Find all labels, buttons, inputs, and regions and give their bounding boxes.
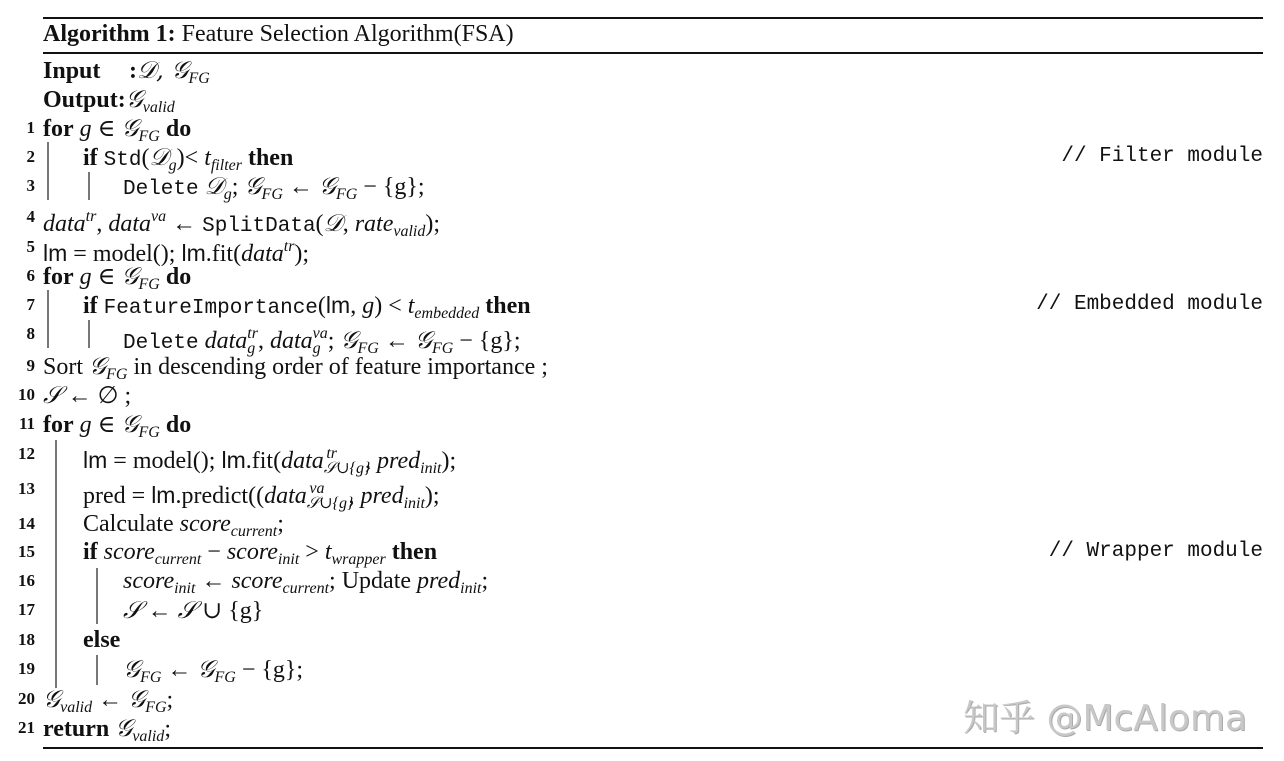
sub-init: init [174,580,196,597]
fn-featureimportance: FeatureImportance [103,297,318,320]
var-lm: lm [325,292,351,318]
sub-filter: filter [210,157,242,174]
algorithm-line-8 [26,319,1263,357]
semi: ; [231,174,245,200]
algorithm-line-5 [26,232,1263,267]
op-gt: > [299,539,325,565]
kw-if: if [83,293,98,319]
op-lt: < [388,293,408,319]
set-S: 𝒮 [43,381,62,409]
var-rate: rate [354,211,394,237]
var-g: g [79,412,92,438]
paren: ( [141,145,150,171]
comma: , [348,483,361,509]
var-lm: lm [83,447,108,473]
op-assign: ← [92,687,129,713]
op-assign: ← [61,383,98,409]
op-minus-g: − {g}; [453,328,521,354]
kw-for: for [43,264,74,290]
set-G: 𝒢 [244,172,262,200]
line-number: 18 [18,630,35,649]
var-score: score [226,539,278,565]
var-data: data [264,483,307,509]
kw-for: for [43,116,74,142]
comma: , [96,211,109,237]
comma: , [342,211,355,237]
op-minus-g: − {g}; [235,657,304,683]
var-lm: lm [43,240,68,266]
var-score: score [179,511,231,537]
comment-filter-module: // Filter module [1061,145,1263,168]
fn-std: Std [103,149,142,172]
sub-FG: FG [357,340,379,357]
sup-tr: tr [283,238,295,255]
var-t: t [204,145,211,171]
line-number: 2 [26,147,35,166]
sub-wrapper: wrapper [331,551,386,568]
line-number: 17 [18,600,35,619]
fit-call: .fit( [245,448,282,474]
var-data: data [204,328,248,354]
set-G: 𝒢 [43,685,61,713]
sub-valid: valid [60,699,93,716]
semi: ; [164,716,171,742]
line-number: 11 [18,414,35,433]
output-keyword: Output [43,87,118,113]
paren-semi: ); [425,211,441,237]
paren: ( [315,211,324,237]
var-score: score [123,568,175,594]
var-g: g [79,116,92,142]
sub-FG: FG [145,699,167,716]
input-keyword: Input [43,58,101,84]
comma: , [257,328,270,354]
op-assign: ← [141,598,178,624]
set-D: 𝒟 [149,143,169,171]
fn-delete: Delete [123,178,199,201]
sub-current: current [230,523,278,540]
algorithm-label: Algorithm 1: [43,21,176,47]
algorithm-line-15 [18,537,1263,568]
op-union-g: ∪ {g} [196,598,264,624]
paren-semi: ); [441,448,457,474]
sup-va: va [312,325,328,342]
line-number: 12 [18,444,35,463]
sub-S-union-g: 𝒮∪{g} [306,495,354,512]
semi: ; [327,328,341,354]
algorithm-line-19 [18,654,1263,686]
paren-semi: ); [424,483,440,509]
line-number: 8 [26,324,35,343]
sup-va: va [151,208,167,225]
line-number: 4 [26,207,35,226]
calculate-text: Calculate [83,511,180,537]
line-number: 1 [26,118,35,137]
kw-then: then [485,293,531,319]
sub-init: init [403,495,425,512]
op-assign: ← [378,328,415,354]
algorithm-line-9 [26,351,1263,383]
sub-FG: FG [138,424,160,441]
op-minus-g: − {g}; [357,174,425,200]
var-g: g [362,293,375,319]
sub-FG: FG [138,276,160,293]
algorithm-line-13 [18,474,1263,512]
line-number: 5 [26,237,35,256]
algorithm-caption [43,19,514,49]
set-D: 𝒟 [204,172,224,200]
comment-embedded-module: // Embedded module [1036,293,1263,316]
op-assign: ← [166,211,203,237]
semi: ; [481,568,489,594]
comment-wrapper-module: // Wrapper module [1048,540,1263,563]
sub-FG: FG [138,128,160,145]
op-in: ∈ [91,116,122,142]
line-number: 6 [26,266,35,285]
line-number: 21 [18,718,35,737]
line-number: 20 [18,689,35,708]
var-g: g [79,264,92,290]
line-number: 13 [18,479,35,498]
var-pred: pred [377,448,421,474]
line-number: 19 [18,659,35,678]
kw-then: then [247,145,294,171]
paren: ) [374,293,383,319]
algorithm-line-18 [18,625,1263,655]
update-text: ; Update [329,568,418,594]
set-G: 𝒢 [340,326,358,354]
sub-current: current [282,580,330,597]
sup-tr: tr [326,445,338,462]
set-G: 𝒢 [123,655,141,683]
op-assign: ← [282,174,319,200]
paren: ) [176,145,185,171]
fn-delete: Delete [123,332,199,355]
kw-if: if [83,539,98,565]
op-in: ∈ [91,264,122,290]
sub-g: g [312,340,321,357]
input-value: 𝒟, 𝒢 [137,56,189,84]
var-pred: pred [417,568,461,594]
algorithm-line-17 [18,595,1263,625]
sub-init: init [460,580,482,597]
var-data: data [281,448,324,474]
var-data: data [269,328,313,354]
comma: , [350,293,363,319]
algorithm-block [18,0,1263,761]
algorithm-title: Feature Selection Algorithm(FSA) [181,21,514,47]
sub-valid: valid [393,223,426,240]
set-G: 𝒢 [121,114,139,142]
sort-tail: in descending order of feature importance ; [127,354,548,380]
algorithm-line-1 [26,113,1263,145]
fit-call: .fit( [205,241,242,267]
set-G: 𝒢 [128,685,146,713]
algorithm-line-3 [26,171,1263,203]
kw-for: for [43,412,74,438]
line-number: 10 [18,385,35,404]
sub-embedded: embedded [414,305,480,322]
empty-set: ∅ [97,383,119,409]
set-G: 𝒢 [414,326,432,354]
kw-else: else [83,627,121,653]
algorithm-line-4 [26,202,1263,240]
input-sub: FG [188,70,210,87]
sub-g: g [223,186,232,203]
set-G: 𝒢 [318,172,336,200]
var-t: t [407,293,415,319]
var-lm: lm [181,240,206,266]
input-sep: : [129,58,137,84]
var-pred: pred [360,483,404,509]
semi: ; [166,687,174,713]
kw-do: do [165,412,192,438]
sub-FG: FG [106,366,128,383]
sub-g: g [247,340,256,357]
algorithm-line-2 [26,142,1263,174]
algorithm-line-14 [18,509,1263,540]
sub-valid: valid [132,728,165,745]
var-lm: lm [151,482,176,508]
comma: , [365,448,378,474]
algorithm-line-16 [18,566,1263,597]
var-data: data [241,241,284,267]
watermark: 知乎 @McAloma [963,698,1248,739]
set-S: 𝒮 [177,596,197,624]
set-G: 𝒢 [89,352,107,380]
paren: ( [317,293,326,319]
sub-FG: FG [431,340,454,357]
pred-assign: pred = [83,483,152,509]
output-value: 𝒢 [125,85,143,113]
line-number: 14 [18,514,35,533]
sub-FG: FG [261,186,283,203]
line-number: 15 [18,542,35,561]
sub-g: g [168,157,177,174]
kw-return: return [43,716,110,742]
sub-FG: FG [335,186,358,203]
algorithm-line-12 [18,439,1263,477]
sub-init: init [420,460,442,477]
line-number: 16 [18,571,35,590]
var-score: score [103,539,155,565]
op-minus: − [201,539,227,565]
predict-call: .predict(( [175,483,265,509]
set-G: 𝒢 [121,262,139,290]
sup-tr: tr [85,208,97,225]
var-data: data [108,211,152,237]
var-score: score [231,568,283,594]
var-data: data [43,211,86,237]
sub-FG: FG [140,669,162,686]
sub-S-union-g: 𝒮∪{g} [323,460,371,477]
op-in: ∈ [91,412,122,438]
op-assign: ← [195,568,232,594]
output-sep: : [117,87,126,113]
semi: ; [118,383,132,409]
kw-do: do [165,116,192,142]
sup-tr: tr [247,325,258,342]
kw-if: if [83,145,98,171]
fn-splitdata: SplitData [202,215,316,238]
algorithm-line-6 [26,261,1263,293]
bottom-rule [43,747,1263,749]
algorithm-line-10 [18,380,1263,410]
set-G: 𝒢 [115,714,133,742]
sub-current: current [154,551,202,568]
algorithm-line-11 [18,409,1263,441]
sub-FG: FG [214,669,236,686]
sup-va: va [309,480,325,497]
kw-do: do [165,264,192,290]
line-number: 3 [26,176,35,195]
set-G: 𝒢 [121,410,139,438]
caption-rule [43,52,1263,54]
set-G: 𝒢 [197,655,215,683]
op-lt: < [184,145,205,171]
var-t: t [324,539,332,565]
sort-text: Sort [43,354,90,380]
line-number: 9 [26,356,35,375]
output-sub: valid [142,99,175,116]
set-D: 𝒟 [323,209,343,237]
paren-semi: ); [294,241,310,267]
semi: ; [277,511,284,537]
set-S: 𝒮 [123,596,142,624]
line-number: 7 [26,295,35,314]
sub-init: init [277,551,300,568]
kw-then: then [391,539,438,565]
model-call: = model(); [107,448,222,474]
op-assign: ← [161,657,198,683]
algorithm-line-7 [26,290,1263,322]
var-lm: lm [221,447,246,473]
model-call: = model(); [67,241,182,267]
